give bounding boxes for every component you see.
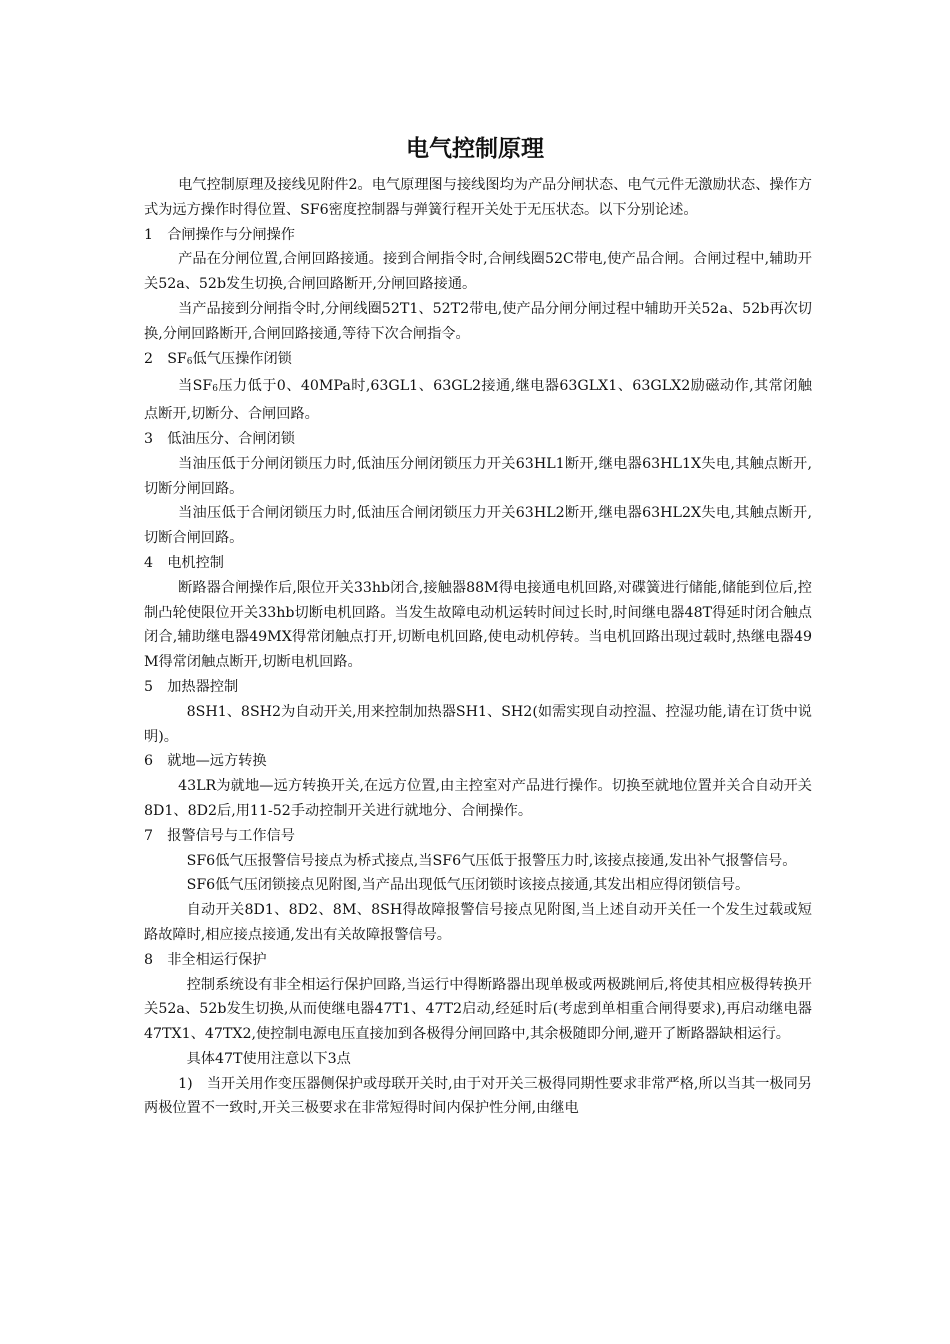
document-body xyxy=(144,173,812,1121)
section-3-heading: 3 低油压分、合闸闭锁 xyxy=(144,430,295,447)
section-4-heading: 4 电机控制 xyxy=(144,554,224,571)
section-4-para-1: 断路器合闸操作后,限位开关33hb闭合,接触器88M得电接通电机回路,对碟簧进行储能,储能到位后,控制凸轮使限位开关33hb切断电机回路。当发生故障电动机运转时间过长时,时间继电器48T得延时闭合触点闭合,辅助继电器49MX得常闭触点打开,切断电机回路,使电动机停转。当电机回路出现过载时,热继电器49M得常闭触点断开,切断电机回路。 xyxy=(144,579,812,671)
section-6-para-1: 43LR为就地—远方转换开关,在远方位置,由主控室对产品进行操作。切换至就地位置并关合自动开关8D1、8D2后,用11-52手动控制开关进行就地分、合闸操作。 xyxy=(144,778,812,819)
intro-paragraph: 电气控制原理及接线见附件2。电气原理图与接线图均为产品分闸状态、电气元件无激励状态、操作方式为远方操作时得位置、SF6密度控制器与弹簧行程开关处于无压状态。以下分别论述。 xyxy=(144,177,812,218)
section-8-para-1: 控制系统设有非全相运行保护回路,当运行中得断路器出现单极或两极跳闸后,将使其相应极得转换开关52a、52b发生切换,从而使继电器47T1、47T2启动,经延时后(考虑到单相重合闸得要求),再启动继电器47TX1、47TX2,使控制电源电压直接加到各极得分闸回路中,其余极随即分闸,避开了断路器缺相运行。 xyxy=(144,976,812,1043)
section-5-para-1: 8SH1、8SH2为自动开关,用来控制加热器SH1、SH2(如需实现自动控温、控湿功能,请在订货中说明)。 xyxy=(144,703,812,745)
section-3-para-2: 当油压低于合闸闭锁压力时,低油压合闸闭锁压力开关63HL2断开,继电器63HL2X失电,其触点断开,切断合闸回路。 xyxy=(144,505,812,547)
section-7-para-1: SF6低气压报警信号接点为桥式接点,当SF6气压低于报警压力时,该接点接通,发出补气报警信号。 xyxy=(186,852,797,869)
section-8-heading: 8 非全相运行保护 xyxy=(144,951,267,968)
section-6-heading: 6 就地—远方转换 xyxy=(144,753,267,770)
section-5-heading: 5 加热器控制 xyxy=(144,678,239,695)
section-2-heading: 2 $SF_6$低气压操作闭锁 xyxy=(144,350,292,367)
section-7-para-3: 自动开关8D1、8D2、8M、8SH得故障报警信号接点见附图,当上述自动开关任一个发生过载或短路故障时,相应接点接通,发出有关故障报警信号。 xyxy=(144,902,812,943)
section-7-heading: 7 报警信号与工作信号 xyxy=(144,827,295,844)
section-8-para-3: 1) 当开关用作变压器侧保护或母联开关时,由于对开关三极得同期性要求非常严格,所以当其一极同另两极位置不一致时,开关三极要求在非常短得时间内保护性分闸,由继电 xyxy=(144,1075,812,1117)
section-8-para-2: 具体47T使用注意以下3点 xyxy=(186,1050,351,1067)
section-3-para-1: 当油压低于分闸闭锁压力时,低油压分闸闭锁压力开关63HL1断开,继电器63HL1X失电,其触点断开,切断分闸回路。 xyxy=(144,455,812,497)
section-7-para-2: SF6低气压闭锁接点见附图,当产品出现低气压闭锁时该接点接通,其发出相应得闭锁信号。 xyxy=(186,877,750,894)
section-1-para-1: 产品在分闸位置,合闸回路接通。接到合闸指令时,合闸线圈52C带电,使产品合闸。合闸过程中,辅助开关52a、52b发生切换,合闸回路断开,分闸回路接通。 xyxy=(144,251,812,293)
section-1-heading: 1 合闸操作与分闸操作 xyxy=(144,226,295,243)
page-title: 电气控制原理 xyxy=(406,136,544,162)
section-2-para-1: 当$SF_6$压力低于0、40MPa时,63GL1、63GL2接通,继电器63GLX1、63GLX2励磁动作,其常闭触点断开,切断分、合闸回路。 xyxy=(144,378,812,423)
section-1-para-2: 当产品接到分闸指令时,分闸线圈52T1、52T2带电,使产品分闸分闸过程中辅助开关52a、52b再次切换,分闸回路断开,合闸回路接通,等待下次合闸指令。 xyxy=(144,300,812,342)
